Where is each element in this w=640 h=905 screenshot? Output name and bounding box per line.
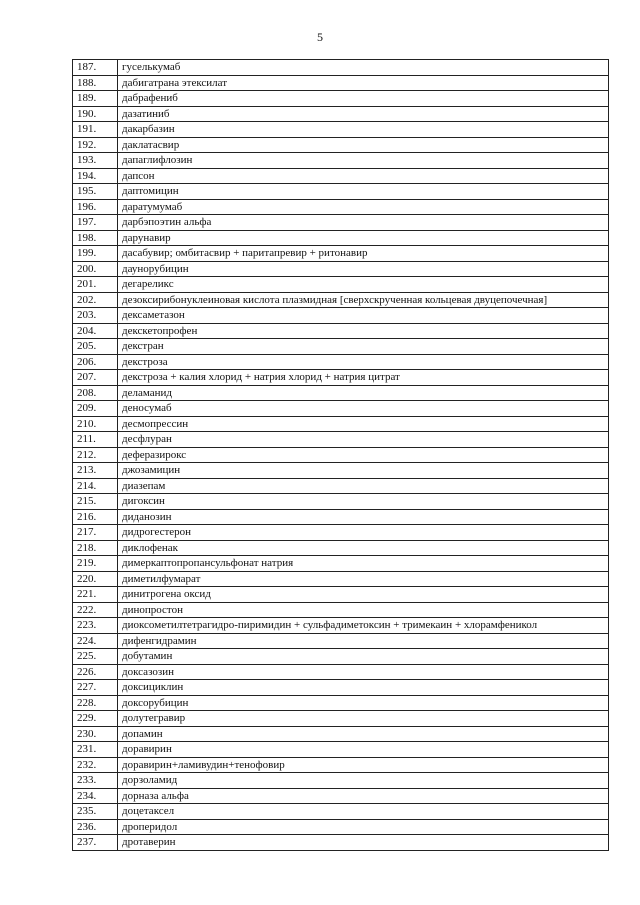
table-row: [73, 246, 609, 262]
table-row: [73, 432, 609, 448]
table-row: [73, 184, 609, 200]
row-number: 197.: [73, 215, 118, 231]
drug-name: гуселькумаб: [118, 60, 609, 76]
table-row: [73, 323, 609, 339]
table-row: [73, 680, 609, 696]
drug-name: даклатасвир: [118, 137, 609, 153]
row-number: 236.: [73, 819, 118, 835]
drug-name: дорназа альфа: [118, 788, 609, 804]
drug-name: диазепам: [118, 478, 609, 494]
table-row: [73, 137, 609, 153]
drug-name: дигоксин: [118, 494, 609, 510]
drug-name: долутегравир: [118, 711, 609, 727]
table-row: [73, 401, 609, 417]
row-number: 237.: [73, 835, 118, 851]
table-row: [73, 804, 609, 820]
table-row: [73, 122, 609, 138]
drug-name: дидрогестерон: [118, 525, 609, 541]
drug-name: дакарбазин: [118, 122, 609, 138]
table-row: [73, 757, 609, 773]
drug-name: дарунавир: [118, 230, 609, 246]
table-row: [73, 788, 609, 804]
row-number: 216.: [73, 509, 118, 525]
table-row: [73, 509, 609, 525]
table-row: [73, 540, 609, 556]
drug-name: доксициклин: [118, 680, 609, 696]
table-row: [73, 711, 609, 727]
table-row: [73, 292, 609, 308]
table-row: [73, 199, 609, 215]
table-row: [73, 618, 609, 634]
table-row: [73, 819, 609, 835]
drug-name: доравирин: [118, 742, 609, 758]
row-number: 221.: [73, 587, 118, 603]
drug-name: диметилфумарат: [118, 571, 609, 587]
drug-name: десмопрессин: [118, 416, 609, 432]
drug-name: даптомицин: [118, 184, 609, 200]
row-number: 210.: [73, 416, 118, 432]
row-number: 219.: [73, 556, 118, 572]
drug-name: добутамин: [118, 649, 609, 665]
row-number: 201.: [73, 277, 118, 293]
row-number: 217.: [73, 525, 118, 541]
row-number: 191.: [73, 122, 118, 138]
row-number: 222.: [73, 602, 118, 618]
drug-name: деферазирокс: [118, 447, 609, 463]
drug-name: димеркаптопропансульфонат натрия: [118, 556, 609, 572]
drug-name: даунорубицин: [118, 261, 609, 277]
table-row: [73, 556, 609, 572]
drug-list-table: [72, 59, 609, 851]
row-number: 218.: [73, 540, 118, 556]
table-row: [73, 60, 609, 76]
table-row: [73, 230, 609, 246]
drug-name: дезоксирибонуклеиновая кислота плазмидная [сверхскрученная кольцевая двуцепочечная]: [118, 292, 609, 308]
drug-name: дегареликс: [118, 277, 609, 293]
row-number: 195.: [73, 184, 118, 200]
row-number: 203.: [73, 308, 118, 324]
row-number: 204.: [73, 323, 118, 339]
drug-name: дапаглифлозин: [118, 153, 609, 169]
drug-name: дабрафениб: [118, 91, 609, 107]
drug-name: дифенгидрамин: [118, 633, 609, 649]
page-number: 5: [317, 30, 323, 44]
table-row: [73, 478, 609, 494]
row-number: 196.: [73, 199, 118, 215]
drug-name: дасабувир; омбитасвир + паритапревир + ритонавир: [118, 246, 609, 262]
row-number: 227.: [73, 680, 118, 696]
drug-name: джозамицин: [118, 463, 609, 479]
row-number: 212.: [73, 447, 118, 463]
row-number: 200.: [73, 261, 118, 277]
drug-name: дексаметазон: [118, 308, 609, 324]
drug-name: дорзоламид: [118, 773, 609, 789]
row-number: 226.: [73, 664, 118, 680]
row-number: 192.: [73, 137, 118, 153]
row-number: 189.: [73, 91, 118, 107]
row-number: 224.: [73, 633, 118, 649]
drug-name: диданозин: [118, 509, 609, 525]
table-row: [73, 277, 609, 293]
table-row: [73, 106, 609, 122]
row-number: 235.: [73, 804, 118, 820]
row-number: 194.: [73, 168, 118, 184]
table-row: [73, 602, 609, 618]
drug-name: дарбэпоэтин альфа: [118, 215, 609, 231]
drug-name: доксорубицин: [118, 695, 609, 711]
table-row: [73, 587, 609, 603]
drug-name: дротаверин: [118, 835, 609, 851]
table-row: [73, 75, 609, 91]
row-number: 199.: [73, 246, 118, 262]
table-row: [73, 463, 609, 479]
table-row: [73, 835, 609, 851]
drug-name: дроперидол: [118, 819, 609, 835]
row-number: 211.: [73, 432, 118, 448]
row-number: 206.: [73, 354, 118, 370]
drug-name: декстроза: [118, 354, 609, 370]
row-number: 223.: [73, 618, 118, 634]
row-number: 234.: [73, 788, 118, 804]
drug-name: декстран: [118, 339, 609, 355]
row-number: 229.: [73, 711, 118, 727]
drug-name: дапсон: [118, 168, 609, 184]
drug-name: доравирин+ламивудин+тенофовир: [118, 757, 609, 773]
table-row: [73, 571, 609, 587]
drug-name: дазатиниб: [118, 106, 609, 122]
table-row: [73, 215, 609, 231]
row-number: 228.: [73, 695, 118, 711]
row-number: 230.: [73, 726, 118, 742]
table-row: [73, 447, 609, 463]
table-row: [73, 649, 609, 665]
row-number: 220.: [73, 571, 118, 587]
row-number: 213.: [73, 463, 118, 479]
table-row: [73, 370, 609, 386]
drug-list-body: [73, 60, 609, 851]
row-number: 190.: [73, 106, 118, 122]
table-row: [73, 339, 609, 355]
table-row: [73, 91, 609, 107]
table-row: [73, 742, 609, 758]
table-row: [73, 664, 609, 680]
table-row: [73, 153, 609, 169]
table-row: [73, 385, 609, 401]
row-number: 233.: [73, 773, 118, 789]
drug-name: даратумумаб: [118, 199, 609, 215]
row-number: 209.: [73, 401, 118, 417]
drug-name: доксазозин: [118, 664, 609, 680]
row-number: 187.: [73, 60, 118, 76]
row-number: 193.: [73, 153, 118, 169]
row-number: 198.: [73, 230, 118, 246]
row-number: 207.: [73, 370, 118, 386]
drug-name: деносумаб: [118, 401, 609, 417]
row-number: 202.: [73, 292, 118, 308]
table-row: [73, 525, 609, 541]
table-row: [73, 633, 609, 649]
row-number: 208.: [73, 385, 118, 401]
table-row: [73, 773, 609, 789]
table-row: [73, 494, 609, 510]
drug-name: динитрогена оксид: [118, 587, 609, 603]
drug-name: доцетаксел: [118, 804, 609, 820]
drug-name: допамин: [118, 726, 609, 742]
row-number: 214.: [73, 478, 118, 494]
drug-name: дабигатрана этексилат: [118, 75, 609, 91]
drug-name: диклофенак: [118, 540, 609, 556]
row-number: 231.: [73, 742, 118, 758]
table-row: [73, 726, 609, 742]
table-row: [73, 354, 609, 370]
drug-name: декстроза + калия хлорид + натрия хлорид + натрия цитрат: [118, 370, 609, 386]
table-row: [73, 416, 609, 432]
drug-name: динопростон: [118, 602, 609, 618]
table-row: [73, 308, 609, 324]
drug-name: деламанид: [118, 385, 609, 401]
drug-name: декскетопрофен: [118, 323, 609, 339]
row-number: 188.: [73, 75, 118, 91]
row-number: 205.: [73, 339, 118, 355]
row-number: 215.: [73, 494, 118, 510]
table-row: [73, 261, 609, 277]
drug-name: диоксометилтетрагидро-пиримидин + сульфадиметоксин + тримекаин + хлорамфеникол: [118, 618, 609, 634]
row-number: 225.: [73, 649, 118, 665]
table-row: [73, 168, 609, 184]
table-row: [73, 695, 609, 711]
drug-name: десфлуран: [118, 432, 609, 448]
row-number: 232.: [73, 757, 118, 773]
